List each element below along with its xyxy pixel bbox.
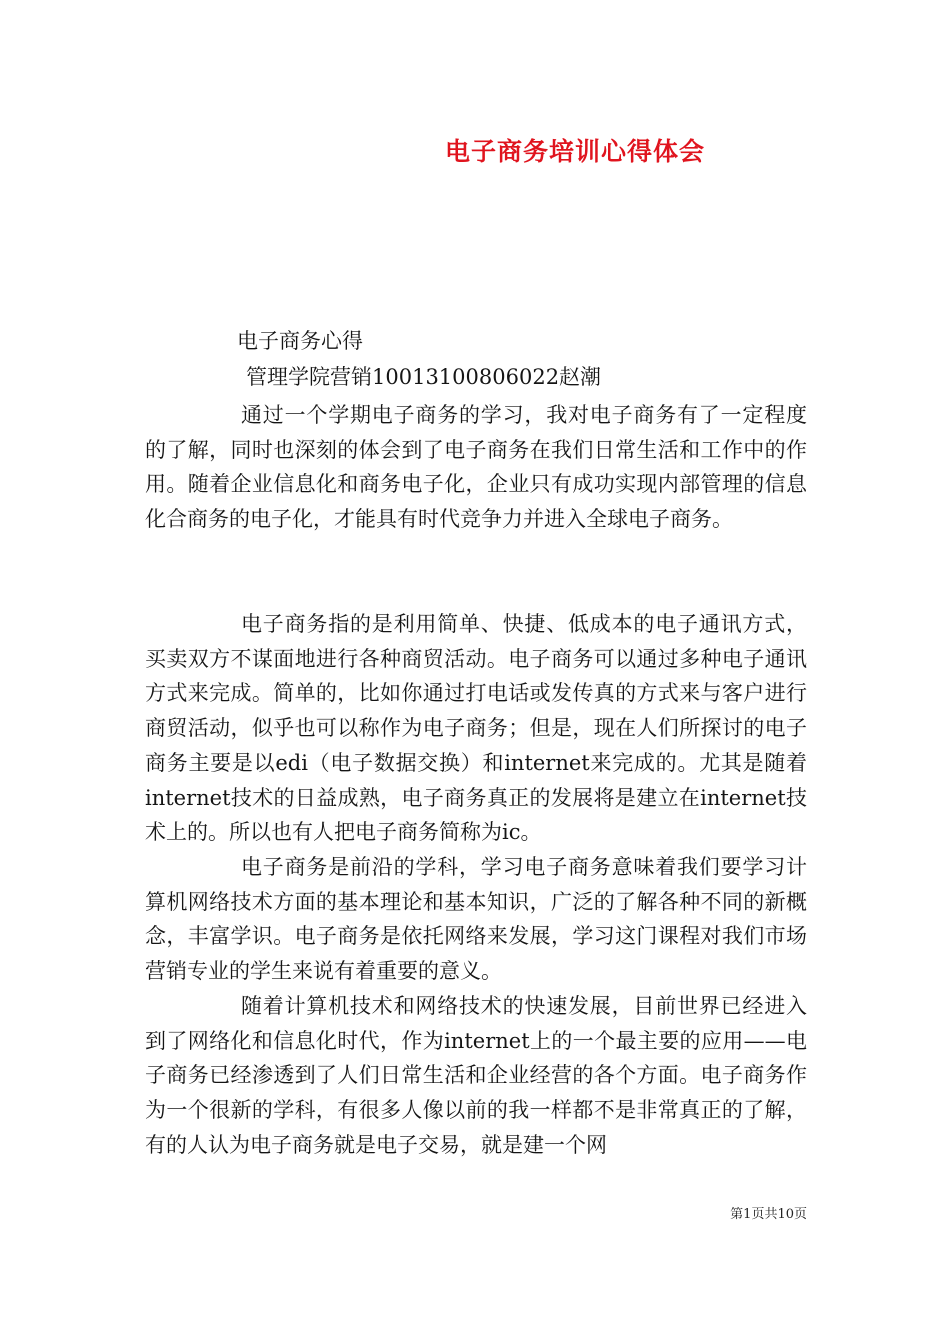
paragraph-2: 电子商务指的是利用简单、快捷、低成本的电子通讯方式，买卖双方不谋面地进行各种商贸活动。电子商务可以通过多种电子通讯方式来完成。简单的，比如你通过打电话或发传真的方式来与客户进行商贸活动，似乎也可以称作为电子商务；但是，现在人们所探讨的电子商务主要是以edi（电子数据交换）和internet来完成的。尤其是随着internet技术的日益成熟，电子商务真正的发展将是建立在internet技术上的。所以也有人把电子商务简称为ic。 xyxy=(145,612,807,845)
paragraph-4: 随着计算机技术和网络技术的快速发展，目前世界已经进入到了网络化和信息化时代，作为internet上的一个最主要的应用——电子商务已经渗透到了人们日常生活和企业经营的各个方面。电子商务作为一个很新的学科，有很多人像以前的我一样都不是非常真正的了解，有的人认为电子商务就是电子交易，就是建一个网 xyxy=(145,994,807,1157)
document-subtitle: 电子商务心得 xyxy=(237,329,363,353)
document-title: 电子商务培训心得体会 xyxy=(444,137,705,166)
paragraph-3: 电子商务是前沿的学科，学习电子商务意味着我们要学习计算机网络技术方面的基本理论和基本知识，广泛的了解各种不同的新概念，丰富学识。电子商务是依托网络来发展，学习这门课程对我们市场营销专业的学生来说有着重要的意义。 xyxy=(145,855,807,984)
page-number: 第1页共10页 xyxy=(730,1207,807,1222)
paragraph-1: 通过一个学期电子商务的学习，我对电子商务有了一定程度的了解，同时也深刻的体会到了电子商务在我们日常生活和工作中的作用。随着企业信息化和商务电子化，企业只有成功实现内部管理的信息化合商务的电子化，才能具有时代竞争力并进入全球电子商务。 xyxy=(145,403,807,532)
author-line: 管理学院营销10013100806022赵潮 xyxy=(246,365,602,389)
